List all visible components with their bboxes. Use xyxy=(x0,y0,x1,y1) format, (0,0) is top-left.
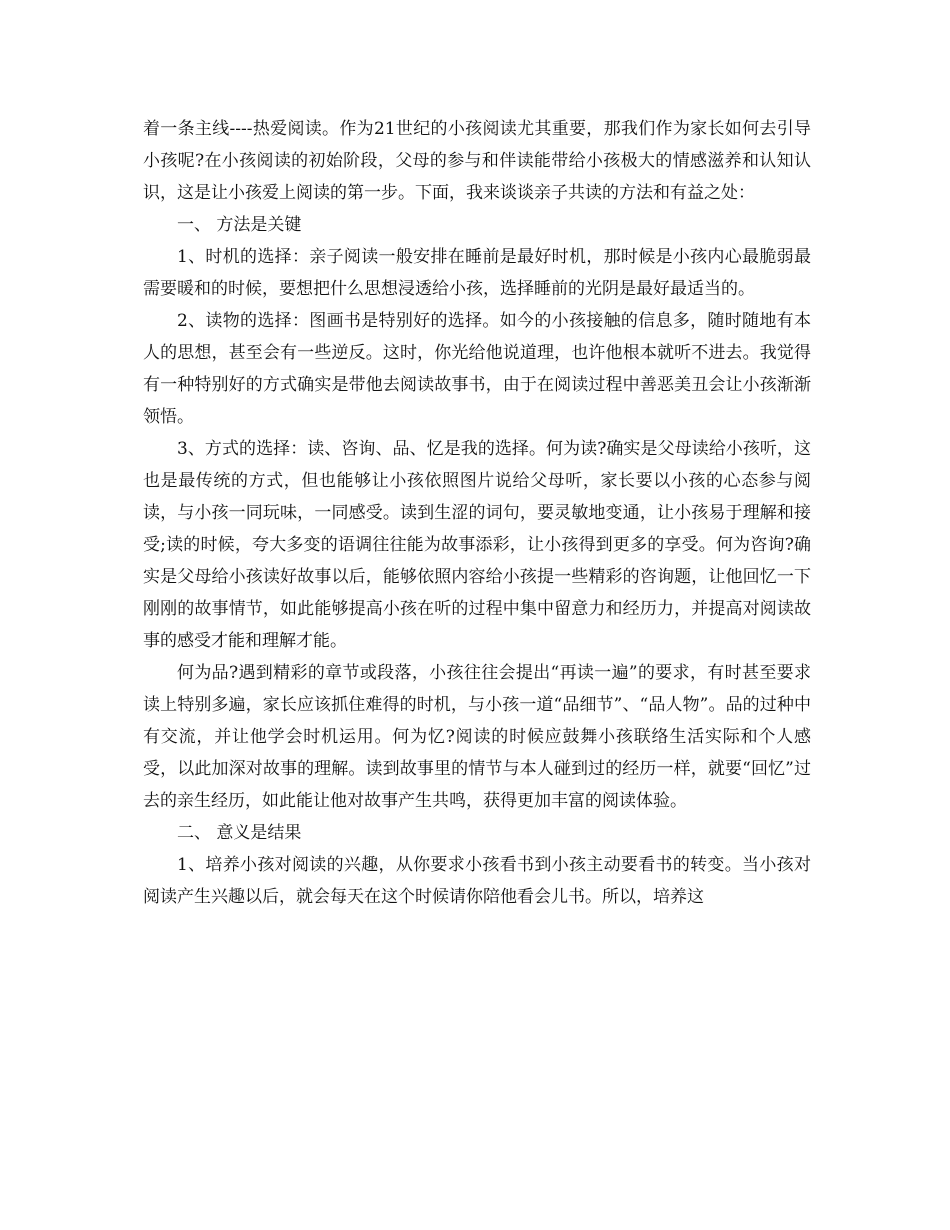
document-body xyxy=(143,113,811,913)
paragraph-savor-recall: 何为品?遇到精彩的章节或段落，小孩往往会提出“再读一遍”的要求，有时甚至要求读上特别多遍，家长应该抓住难得的时机，与小孩一道“品细节”、“品人物”。品的过种中有交流，并让他学会时机运用。何为忆?阅读的时候应鼓舞小孩联络生活实际和个人感受，以此加深对故事的理解。读到故事里的情节与本人碰到过的经历一样，就要“回忆”过去的亲生经历，如此能让他对故事产生共鸣，获得更加丰富的阅读体验。 xyxy=(143,663,811,811)
section-heading-meaning: 二、 意义是结果 xyxy=(177,823,302,843)
paragraph-intro: 着一条主线----热爱阅读。作为21世纪的小孩阅读尤其重要，那我们作为家长如何去引导小孩呢?在小孩阅读的初始阶段，父母的参与和伴读能带给小孩极大的情感滋养和认知认识，这是让小孩爱上阅读的第一步。下面，我来谈谈亲子共读的方法和有益之处： xyxy=(143,119,811,203)
paragraph-interest: 1、培养小孩对阅读的兴趣，从你要求小孩看书到小孩主动要看书的转变。当小孩对阅读产生兴趣以后，就会每天在这个时候请你陪他看会儿书。所以，培养这 xyxy=(143,855,811,907)
section-heading-method: 一、 方法是关键 xyxy=(177,215,302,235)
paragraph-methods: 3、方式的选择：读、咨询、品、忆是我的选择。何为读?确实是父母读给小孩听，这也是最传统的方式，但也能够让小孩依照图片说给父母听，家长要以小孩的心态参与阅读，与小孩一同玩味，一同感受。读到生涩的词句，要灵敏地变通，让小孩易于理解和接受;读的时候，夸大多变的语调往往能为故事添彩，让小孩得到更多的享受。何为咨询?确实是父母给小孩读好故事以后，能够依照内容给小孩提一些精彩的咨询题，让他回忆一下刚刚的故事情节，如此能够提高小孩在听的过程中集中留意力和经历力，并提高对阅读故事的感受才能和理解才能。 xyxy=(143,439,811,651)
paragraph-reading-material: 2、读物的选择：图画书是特别好的选择。如今的小孩接触的信息多，随时随地有本人的思想，甚至会有一些逆反。这时，你光给他说道理，也许他根本就听不进去。我觉得有一种特别好的方式确实是带他去阅读故事书，由于在阅读过程中善恶美丑会让小孩渐渐领悟。 xyxy=(143,311,811,427)
paragraph-timing: 1、时机的选择：亲子阅读一般安排在睡前是最好时机，那时候是小孩内心最脆弱最需要暖和的时候，要想把什么思想浸透给小孩，选择睡前的光阴是最好最适当的。 xyxy=(143,247,811,299)
